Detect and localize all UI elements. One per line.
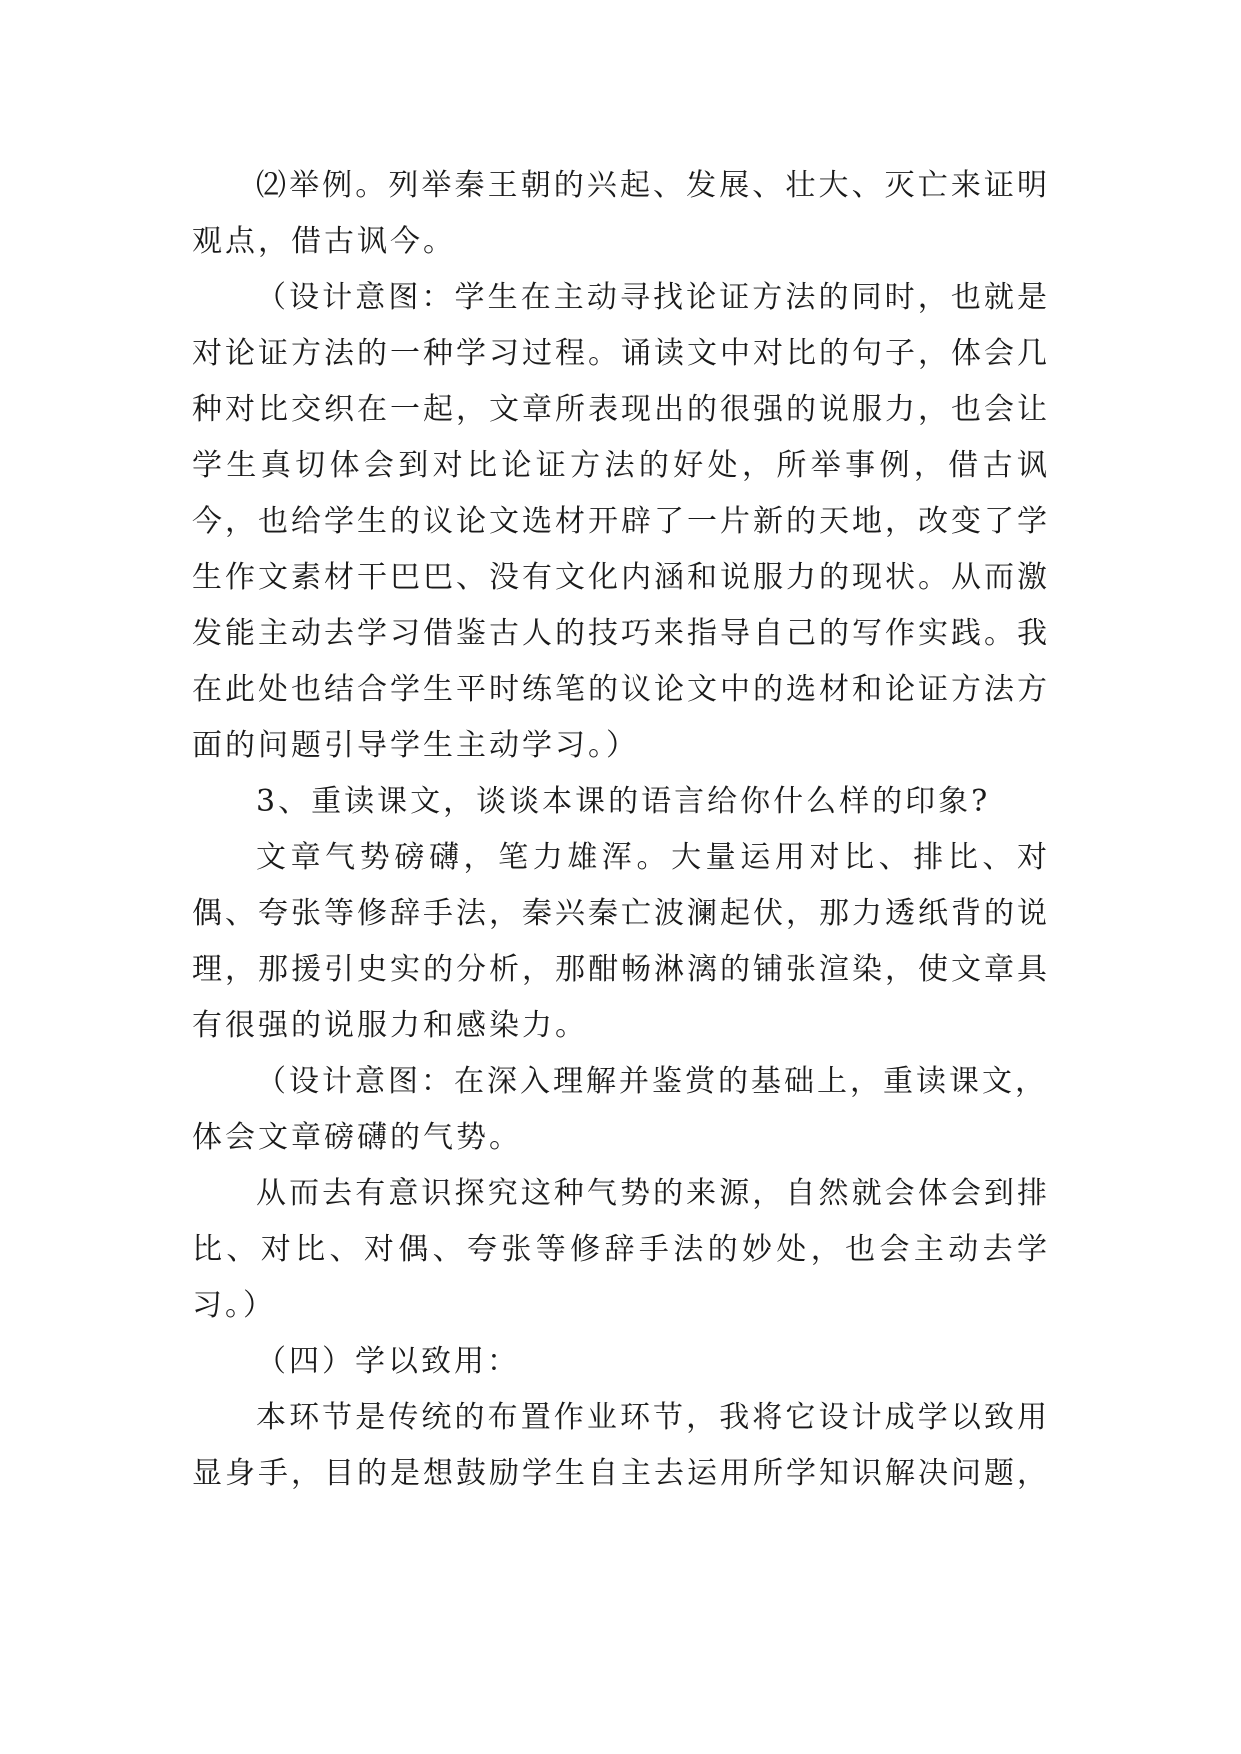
paragraph-design-intent-1: （设计意图：学生在主动寻找论证方法的同时，也就是对论证方法的一种学习过程。诵读文中对比的句子，体会几种对比交织在一起，文章所表现出的很强的说服力，也会让学生真切体会到对比论证方法的好处，所举事例，借古讽今，也给学生的议论文选材开辟了一片新的天地，改变了学生作文素材干巴巴、没有文化内涵和说服力的现状。从而激发能主动去学习借鉴古人的技巧来指导自己的写作实践。我在此处也结合学生平时练笔的议论文中的选材和论证方法方面的问题引导学生主动学习。）	[192, 280, 1050, 763]
paragraph-design-intent-2-continued: 体会文章磅礴的气势。	[192, 1120, 522, 1155]
section-heading-apply: （四）学以致用：	[256, 1344, 520, 1379]
paragraph-question-3: 3、重读课文，谈谈本课的语言给你什么样的印象?	[256, 784, 991, 819]
paragraph-example-method: ⑵举例。列举秦王朝的兴起、发展、壮大、灭亡来证明观点，借古讽今。	[192, 168, 1050, 259]
document-body	[192, 158, 1050, 1502]
paragraph-design-intent-2-tail: 从而去有意识探究这种气势的来源，自然就会体会到排比、对比、对偶、夸张等修辞手法的妙处，也会主动去学习。）	[192, 1176, 1050, 1323]
paragraph-design-intent-2: （设计意图：在深入理解并鉴赏的基础上，重读课文，	[256, 1064, 1048, 1099]
paragraph-homework-design: 本环节是传统的布置作业环节，我将它设计成学以致用显身手，目的是想鼓励学生自主去运用所学知识解决问题，	[192, 1400, 1050, 1491]
paragraph-language-analysis: 文章气势磅礴，笔力雄浑。大量运用对比、排比、对偶、夸张等修辞手法，秦兴秦亡波澜起伏，那力透纸背的说理，那援引史实的分析，那酣畅淋漓的铺张渲染，使文章具有很强的说服力和感染力。	[192, 840, 1050, 1043]
